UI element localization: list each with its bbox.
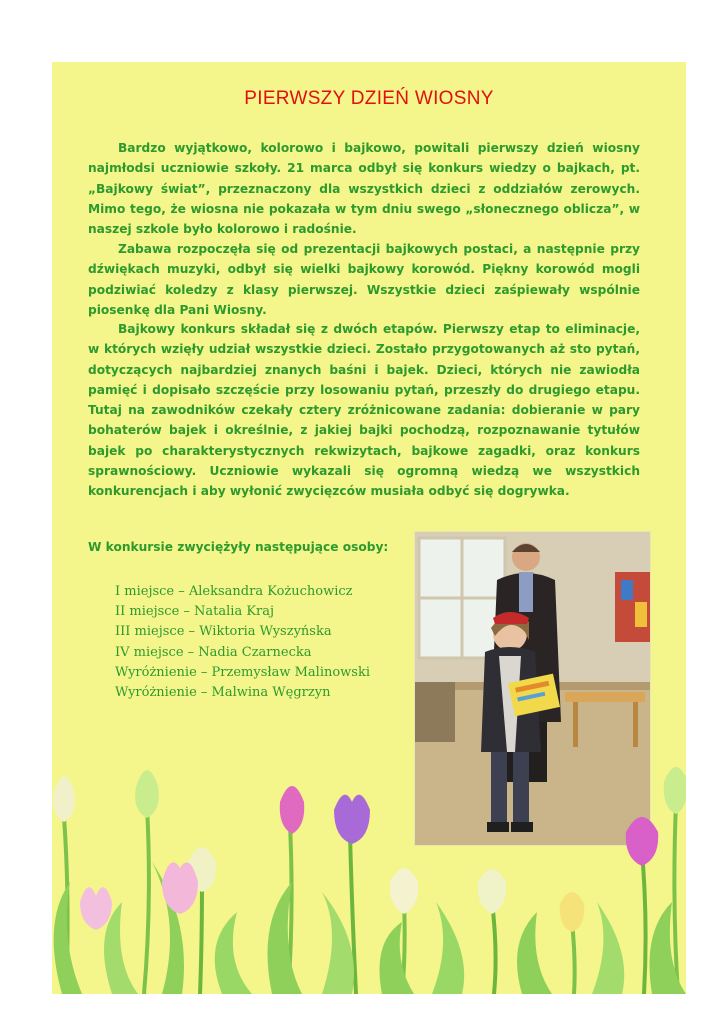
paragraph-parade	[88, 239, 640, 320]
winner-item: II miejsce – Natalia Kraj	[115, 604, 275, 620]
photo-scene	[415, 532, 650, 845]
page	[52, 62, 686, 994]
paragraph-contest-text: Bajkowy konkurs składał się z dwóch etapów. Pierwszy etap to eliminacje, w których wzięły udział wszystkie dzieci. Zostało przygotowanych aż sto pytań, dotyczących najbardziej znanych baśni i bajek. Dzieci, których nie zawiodła pamięć i dopisało szczęście przy losowaniu pytań, przeszły do drugiego etapu. Tutaj na zawodników czekały cztery zróżnicowane zadania: dobieranie w pary bohaterów bajek i określnie, z jakiej bajki pochodzą, rozpoznawanie tytułów bajek po charakterystycznych rekwizytach, bajkowe zagadki, oraz konkurs sprawnościowy. Uczniowie wykazali się ogromną wiedzą we wszystkich konkurencjach i aby wyłonić zwycięzców musiała odbyć się dogrywka.	[88, 322, 640, 499]
winner-item: IV miejsce – Nadia Czarnecka	[115, 644, 312, 660]
winner-item: Wyróżnienie – Przemysław Malinowski	[115, 664, 371, 680]
winners-list	[115, 582, 370, 703]
paragraph-parade-text: Zabawa rozpoczęła się od prezentacji bajkowych postaci, a następnie przy dźwiękach muzyki, odbył się wielki bajkowy korowód. Piękny korowód mogli podziwiać koledzy z klasy pierwszej. Wszystkie dzieci zaśpiewały wspólnie piosenkę dla Pani Wiosny.	[88, 242, 640, 317]
contest-photo	[414, 531, 651, 846]
page-title: PIERWSZY DZIEŃ WIOSNY	[244, 88, 494, 109]
winner-item: III miejsce – Wiktoria Wyszyńska	[115, 624, 332, 640]
winner-item: Wyróżnienie – Malwina Węgrzyn	[115, 685, 331, 701]
winner-item: I miejsce – Aleksandra Kożuchowicz	[115, 584, 353, 599]
paragraph-contest	[88, 319, 640, 502]
paragraph-intro	[88, 138, 640, 239]
paragraph-intro-text: Bardzo wyjątkowo, kolorowo i bajkowo, powitali pierwszy dzień wiosny najmłodsi uczniowie szkoły. 21 marca odbył się konkurs wiedzy o bajkach, pt. „Bajkowy świat”, przeznaczony dla wszystkich dzieci z oddziałów zerowych. Mimo tego, że wiosna nie pokazała w tym dniu swego „słonecznego oblicza”, w naszej szkole było kolorowo i radośnie.	[88, 141, 640, 237]
winners-heading: W konkursie zwyciężyły następujące osoby:	[88, 540, 389, 554]
